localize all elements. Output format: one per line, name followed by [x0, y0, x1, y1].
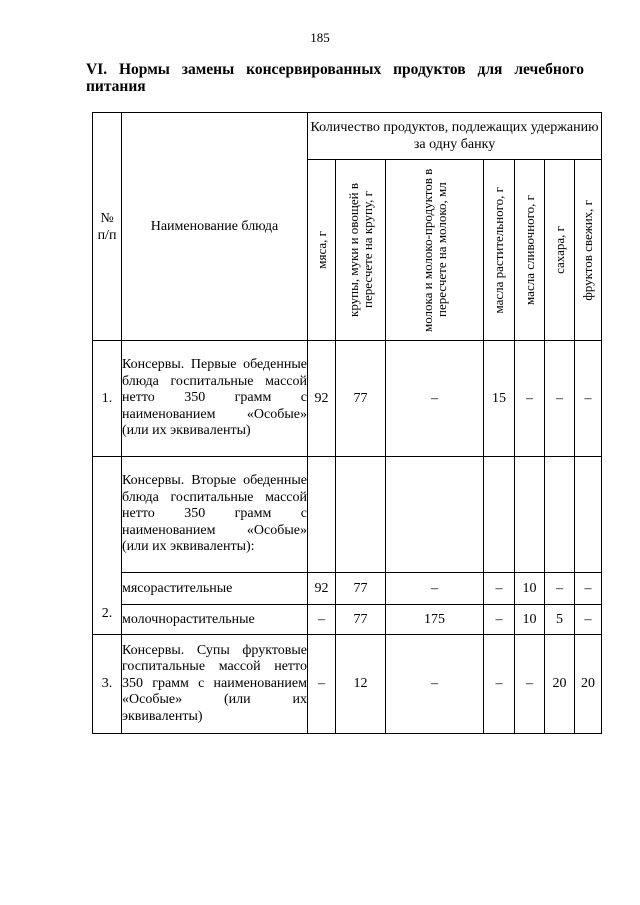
- value-cell: –: [308, 635, 336, 734]
- value-cell: 77: [336, 573, 386, 605]
- value-cell: –: [515, 341, 545, 457]
- value-cell: –: [575, 605, 602, 635]
- norms-table: [92, 112, 602, 734]
- value-cell: –: [575, 573, 602, 605]
- table-row: [93, 635, 602, 734]
- header-butter: масла сливочного, г: [515, 160, 545, 341]
- value-cell: 10: [515, 605, 545, 635]
- value-cell: –: [575, 341, 602, 457]
- header-milk: молока и молоко-продуктов в пересчете на молоко, мл: [386, 160, 484, 341]
- value-cell: 20: [545, 635, 575, 734]
- page-number: 185: [310, 30, 330, 45]
- header-cereals: крупы, муки и овощей в пересчете на крупу, г: [336, 160, 386, 341]
- row-number: 2.: [93, 457, 122, 635]
- value-cell: –: [386, 573, 484, 605]
- value-cell: –: [386, 635, 484, 734]
- value-cell: –: [484, 605, 515, 635]
- value-cell: 5: [545, 605, 575, 635]
- value-cell: –: [515, 635, 545, 734]
- value-cell: 77: [336, 341, 386, 457]
- value-cell: –: [545, 341, 575, 457]
- header-meat: мяса, г: [308, 160, 336, 341]
- value-cell: –: [484, 573, 515, 605]
- header-sugar: сахара, г: [545, 160, 575, 341]
- value-cell: 10: [515, 573, 545, 605]
- value-cell: –: [484, 635, 515, 734]
- dish-subtype: молочнорастительные: [122, 605, 308, 635]
- header-num: № п/п: [93, 113, 122, 341]
- header-row-top: [93, 113, 602, 160]
- table-row: [93, 457, 602, 573]
- header-quantity-group: Количество продуктов, подлежащих удержанию за одну банку: [308, 113, 602, 160]
- row-number: 1.: [93, 341, 122, 457]
- value-cell: 20: [575, 635, 602, 734]
- dish-name: Консервы. Супы фруктовые госпитальные массой нетто 350 грамм с наименованием «Особые» (или их эквиваленты): [122, 635, 308, 734]
- row-number: 3.: [93, 635, 122, 734]
- value-cell: 12: [336, 635, 386, 734]
- value-cell: 92: [308, 573, 336, 605]
- section-title: VI. Нормы замены консервированных продуктов для лечебного питания: [86, 61, 584, 95]
- value-cell: –: [545, 573, 575, 605]
- header-vegetable-oil: масла растительного, г: [484, 160, 515, 341]
- value-cell: –: [386, 341, 484, 457]
- table-subrow: [93, 573, 602, 605]
- dish-name: Консервы. Вторые обеденные блюда госпитальные массой нетто 350 грамм с наименованием «Особые» (или их эквиваленты):: [122, 457, 308, 573]
- value-cell: 92: [308, 341, 336, 457]
- header-dish-name: Наименование блюда: [122, 113, 308, 341]
- dish-name: Консервы. Первые обеденные блюда госпитальные массой нетто 350 грамм с наименованием «Особые» (или их эквиваленты): [122, 341, 308, 457]
- value-cell: 77: [336, 605, 386, 635]
- value-cell: 175: [386, 605, 484, 635]
- value-cell: –: [308, 605, 336, 635]
- table-subrow: [93, 605, 602, 635]
- value-cell: 15: [484, 341, 515, 457]
- header-fruits: фруктов свежих, г: [575, 160, 602, 341]
- table-row: [93, 341, 602, 457]
- dish-subtype: мясорастительные: [122, 573, 308, 605]
